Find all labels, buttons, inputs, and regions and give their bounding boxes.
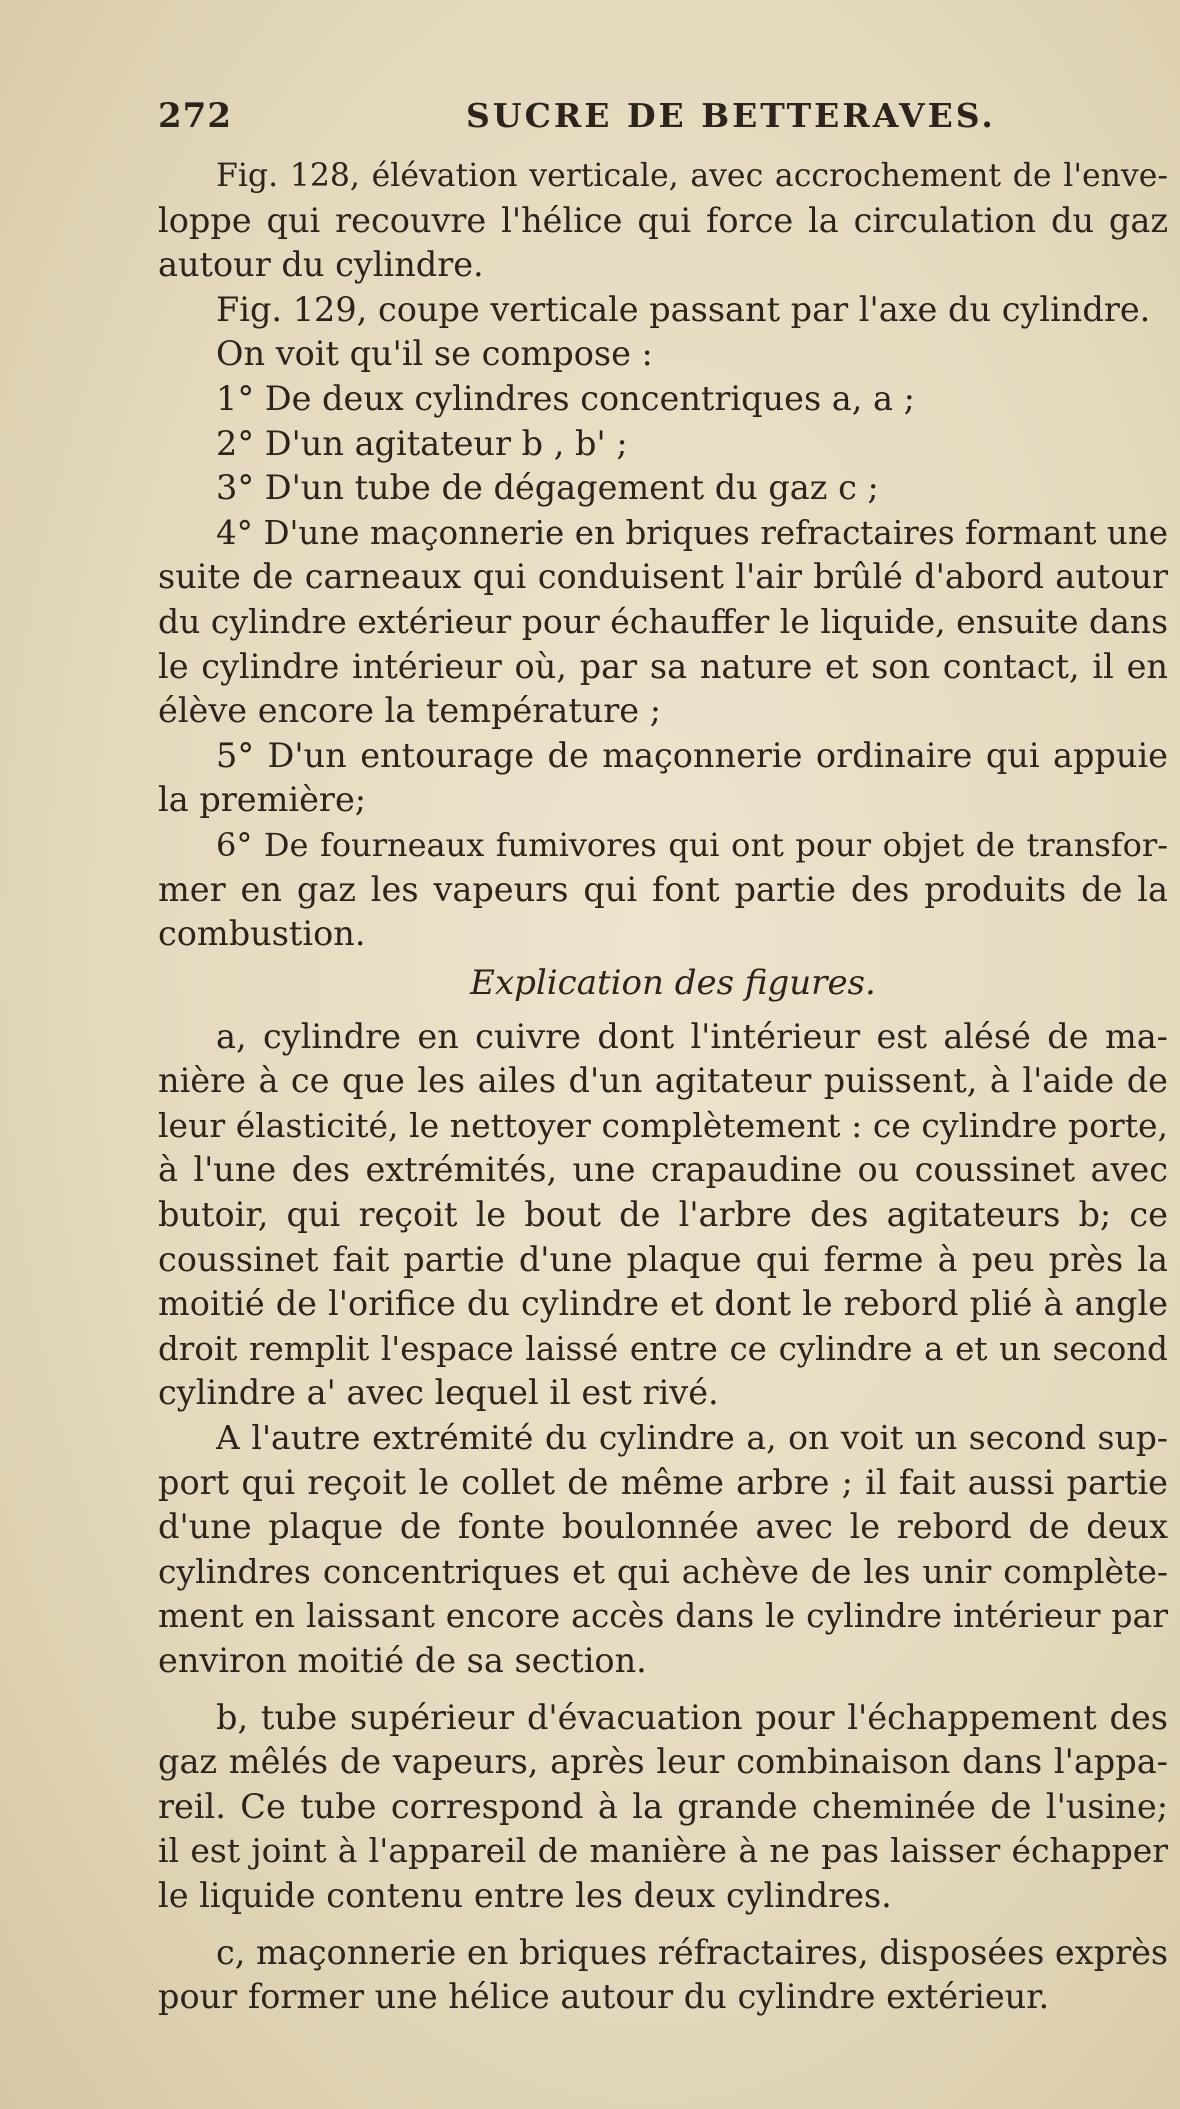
body-text xyxy=(158,154,1168,2020)
list-item: 4° D'une maçonnerie en briques refractaires formant une xyxy=(216,513,1168,552)
list-item: 3° D'un tube de dégagement du gaz c ; xyxy=(216,468,879,508)
running-title: SUCRE DE BETTERAVES. xyxy=(466,96,996,135)
text-line: il est joint à l'appareil de manière à ne pas laisser échapper xyxy=(158,1831,1168,1871)
text-line: reil. Ce tube correspond à la grande cheminée de l'usine; xyxy=(158,1786,1168,1826)
text-line: pour former une hélice autour du cylindre extérieur. xyxy=(158,1977,1050,2017)
text-line: butoir, qui reçoit le bout de l'arbre des agitateurs b; ce xyxy=(158,1195,1168,1235)
list-item: 5° D'un entourage de maçonnerie ordinaire qui appuie xyxy=(216,735,1168,775)
text-line: Fig. 129, coupe verticale passant par l'axe du cylindre. xyxy=(216,289,1151,329)
text-line: à l'une des extrémités, une crapaudine ou coussinet avec xyxy=(158,1150,1168,1190)
text-line: ment en laissant encore accès dans le cylindre intérieur par xyxy=(158,1596,1168,1636)
text-line: droit remplit l'espace laissé entre ce cylindre a et un second xyxy=(158,1329,1168,1368)
text-line: c, maçonnerie en briques réfractaires, disposées exprès xyxy=(216,1932,1169,1972)
page-number: 272 xyxy=(158,96,232,136)
text-line: d'une plaque de fonte boulonnée avec le rebord de deux xyxy=(158,1507,1168,1547)
text-line: mer en gaz les vapeurs qui font partie des produits de la xyxy=(158,869,1168,909)
text-line: port qui reçoit le collet de même arbre ; il fait aussi partie xyxy=(158,1462,1168,1502)
text-line: leur élasticité, le nettoyer complètement : ce cylindre porte, xyxy=(158,1105,1168,1145)
text-line: du cylindre extérieur pour échauffer le liquide, ensuite dans xyxy=(158,601,1168,641)
text-line: cylindre a' avec lequel il est rivé. xyxy=(158,1373,719,1413)
section-subtitle: Explication des figures. xyxy=(470,962,876,1003)
text-line: nière à ce que les ailes d'un agitateur puissent, à l'aide de xyxy=(158,1061,1168,1101)
text-line: combustion. xyxy=(158,914,366,954)
text-line: la première; xyxy=(158,780,367,820)
text-line: loppe qui recouvre l'hélice qui force la circulation du gaz xyxy=(158,200,1168,240)
text-line: moitié de l'orifice du cylindre et dont le rebord plié à angle xyxy=(158,1284,1168,1324)
page-header xyxy=(158,96,1168,154)
text-line: cylindres concentriques et qui achève de les unir complète- xyxy=(158,1551,1168,1591)
text-line: autour du cylindre. xyxy=(158,245,484,285)
text-line: suite de carneaux qui conduisent l'air brûlé d'abord autour xyxy=(158,557,1168,597)
text-line: élève encore la température ; xyxy=(158,691,662,731)
text-line: b, tube supérieur d'évacuation pour l'échappement des xyxy=(216,1697,1168,1737)
text-line: coussinet fait partie d'une plaque qui ferme à peu près la xyxy=(158,1239,1168,1279)
text-line: a, cylindre en cuivre dont l'intérieur est alésé de ma- xyxy=(216,1016,1168,1056)
list-item: 2° D'un agitateur b , b' ; xyxy=(216,423,628,463)
text-line: le cylindre intérieur où, par sa nature et son contact, il en xyxy=(158,646,1168,686)
list-item: 6° De fourneaux fumivores qui ont pour objet de transfor- xyxy=(216,825,1168,864)
text-line: Fig. 128, élévation verticale, avec accrochement de l'enve- xyxy=(216,158,1168,194)
text-line: A l'autre extrémité du cylindre a, on voit un second sup- xyxy=(216,1418,1168,1458)
text-line: le liquide contenu entre les deux cylindres. xyxy=(158,1875,892,1915)
text-line: On voit qu'il se compose : xyxy=(216,334,653,374)
text-line: environ moitié de sa section. xyxy=(158,1641,647,1680)
text-line: gaz mêlés de vapeurs, après leur combinaison dans l'appa- xyxy=(158,1742,1168,1782)
list-item: 1° De deux cylindres concentriques a, a ; xyxy=(216,378,915,418)
